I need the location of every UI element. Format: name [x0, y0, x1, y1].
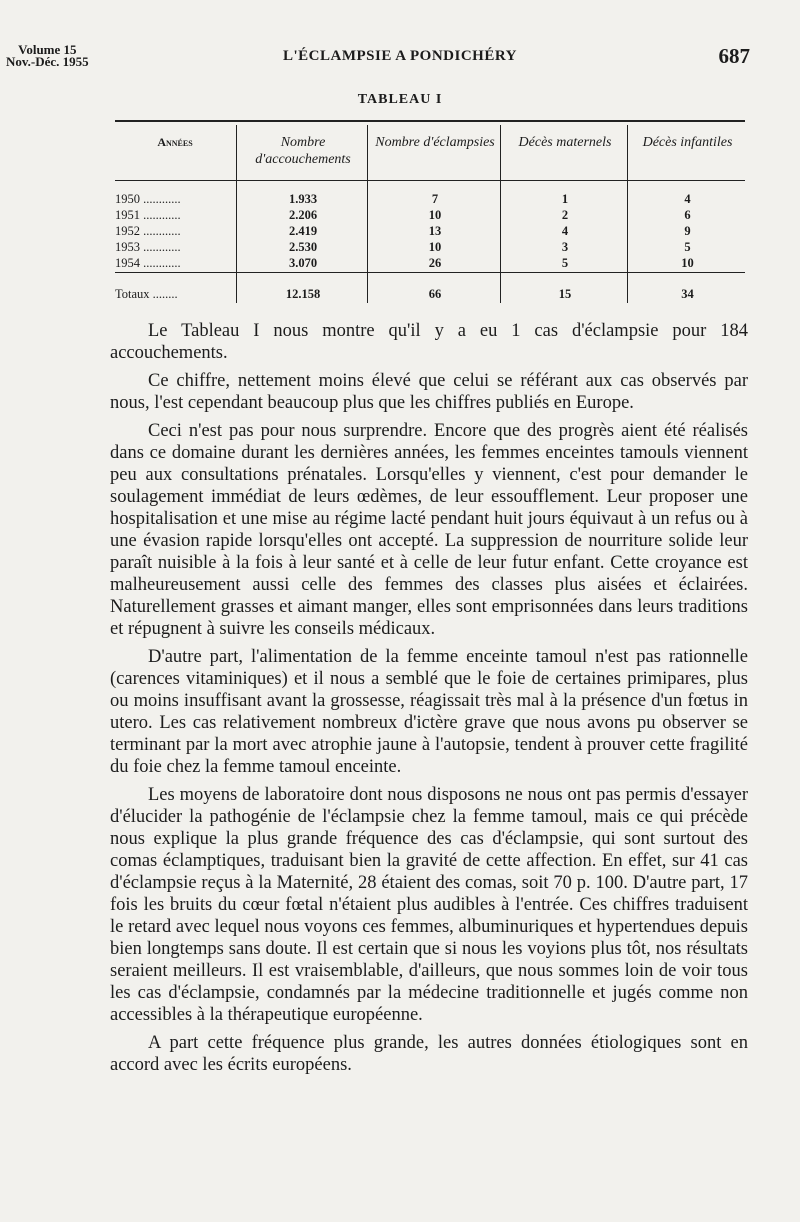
table-top-rule — [115, 120, 745, 122]
row-year: 1951 ............ — [115, 208, 181, 222]
cell-deces-infantiles: 6 — [684, 208, 691, 222]
cell-accouchements: 2.419 — [288, 224, 318, 238]
total-eclampsies: 66 — [428, 287, 442, 301]
table-title: TABLEAU I — [357, 92, 443, 107]
cell-deces-maternels: 2 — [561, 208, 569, 222]
paragraph: Les moyens de laboratoire dont nous disposons ne nous ont pas permis d'essayer d'élucider la pathogénie de l'éclampsie chez la femme tamoul, mais ce qui précède nous explique la plus grande fréquence des cas d'éclampsie, qui sont surtout des comas éclamptiques, traduisant bien la gravité de cette affection. En effet, sur 41 cas d'éclampsie reçus à la Maternité, 28 étaient des comas, soit 70 p. 100. D'autre part, 17 fois les bruits du cœur fœtal n'étaient plus audibles à l'entrée. Ces chiffres traduisent le retard avec lequel nous voyons ces femmes, albuminuriques et hypertendues depuis bien longtemps sans doute. Il est certain que si nous les voyions plus tôt, nos résultats seraient meilleurs. Il est vraisemblable, d'ailleurs, que nous sommes loin de voir tous les cas d'éclampsie, condamnés par la médecine traditionnelle et jugés comme non accessibles à la thérapeutique européenne. — [110, 785, 748, 1025]
paragraph: A part cette fréquence plus grande, les autres données étiologiques sont en accord avec les écrits européens. — [110, 1033, 748, 1075]
total-deces-infantiles: 34 — [681, 287, 694, 301]
header-deces-maternels: Décès maternels — [518, 135, 612, 150]
cell-deces-maternels: 4 — [561, 224, 569, 238]
volume-number: Volume 15 — [18, 42, 77, 57]
table-col-divider — [627, 125, 628, 303]
paragraph: Ceci n'est pas pour nous surprendre. Encore que des progrès aient été réalisés dans ce domaine durant les dernières années, les femmes enceintes tamouls viennent peu aux consultations prénatales. Lorsqu'elles y viennent, c'est pour demander le soulagement immédiat de leurs œdèmes, de leur essoufflement. Leur proposer une hospitalisation et une mise au régime lacté pendant huit jours équivaut à un refus ou à une évasion rapide lorsqu'elles ont accepté. La suppression de nourriture solide leur paraît nuisible à la fois à leur santé et à celle de leur futur enfant. Cette croyance est malheureusement aussi celle des femmes des classes plus aisées et éclairées. Naturellement grasses et aimant manger, elles sont emprisonnées dans leurs traditions et répugnent à suivre les conseils médicaux. — [110, 421, 748, 639]
header-deces-infantiles: Décès infantiles — [642, 135, 733, 150]
cell-deces-infantiles: 5 — [684, 240, 691, 254]
row-year: 1954 ............ — [115, 256, 181, 270]
cell-deces-infantiles: 4 — [684, 192, 691, 206]
paragraph: D'autre part, l'alimentation de la femme enceinte tamoul n'est pas rationnelle (carences vitaminiques) et il nous a semblé que le foie de certaines primipares, plus ou moins insuffisant avant la grossesse, réagissait très mal à la présence d'un fœtus in utero. Les cas relativement nombreux d'ictère grave que nous avons pu observer se terminant par la mort avec atrophie jaune à l'autopsie, tendent à prouver cette fragilité du foie chez la femme tamoul enceinte. — [110, 647, 748, 777]
header-accouchements: Nombre d'accouchements — [255, 135, 351, 167]
cell-accouchements: 3.070 — [288, 256, 318, 270]
cell-accouchements: 1.933 — [288, 192, 318, 206]
cell-eclampsies: 26 — [428, 256, 442, 270]
table-col-divider — [500, 125, 501, 303]
total-accouchements: 12.158 — [285, 287, 321, 301]
running-title: L'ÉCLAMPSIE A PONDICHÉRY — [282, 48, 517, 64]
cell-deces-maternels: 3 — [561, 240, 569, 254]
paragraph: Le Tableau I nous montre qu'il y a eu 1 cas d'éclampsie pour 184 accouchements. — [110, 321, 748, 363]
table-col-divider — [236, 125, 237, 303]
header-annees: Années — [157, 135, 193, 149]
row-year: 1952 ............ — [115, 224, 181, 238]
row-year: 1953 ............ — [115, 240, 181, 254]
row-year: 1950 ............ — [115, 192, 181, 206]
table-col-divider — [367, 125, 368, 303]
cell-eclampsies: 13 — [428, 224, 442, 238]
totals-label: Totaux ........ — [115, 287, 178, 301]
table-header-rule — [115, 180, 745, 181]
cell-accouchements: 2.530 — [288, 240, 318, 254]
paragraph: Ce chiffre, nettement moins élevé que celui se référant aux cas observés par nous, l'est cependant beaucoup plus que les chiffres publiés en Europe. — [110, 371, 748, 413]
cell-eclampsies: 7 — [431, 192, 439, 206]
cell-deces-maternels: 5 — [561, 256, 569, 270]
page-number: 687 — [718, 44, 750, 68]
total-deces-maternels: 15 — [558, 287, 572, 301]
cell-eclampsies: 10 — [428, 240, 442, 254]
page-header — [0, 44, 800, 84]
header-eclampsies: Nombre d'éclampsies — [375, 135, 495, 150]
cell-deces-infantiles: 9 — [684, 224, 691, 238]
article-body — [110, 320, 748, 1082]
table-totals-rule — [115, 272, 745, 273]
cell-deces-infantiles: 10 — [681, 256, 694, 270]
volume-date: Nov.-Déc. 1955 — [6, 54, 89, 69]
cell-accouchements: 2.206 — [288, 208, 318, 222]
data-table — [115, 120, 745, 305]
cell-eclampsies: 10 — [428, 208, 442, 222]
cell-deces-maternels: 1 — [561, 192, 569, 206]
